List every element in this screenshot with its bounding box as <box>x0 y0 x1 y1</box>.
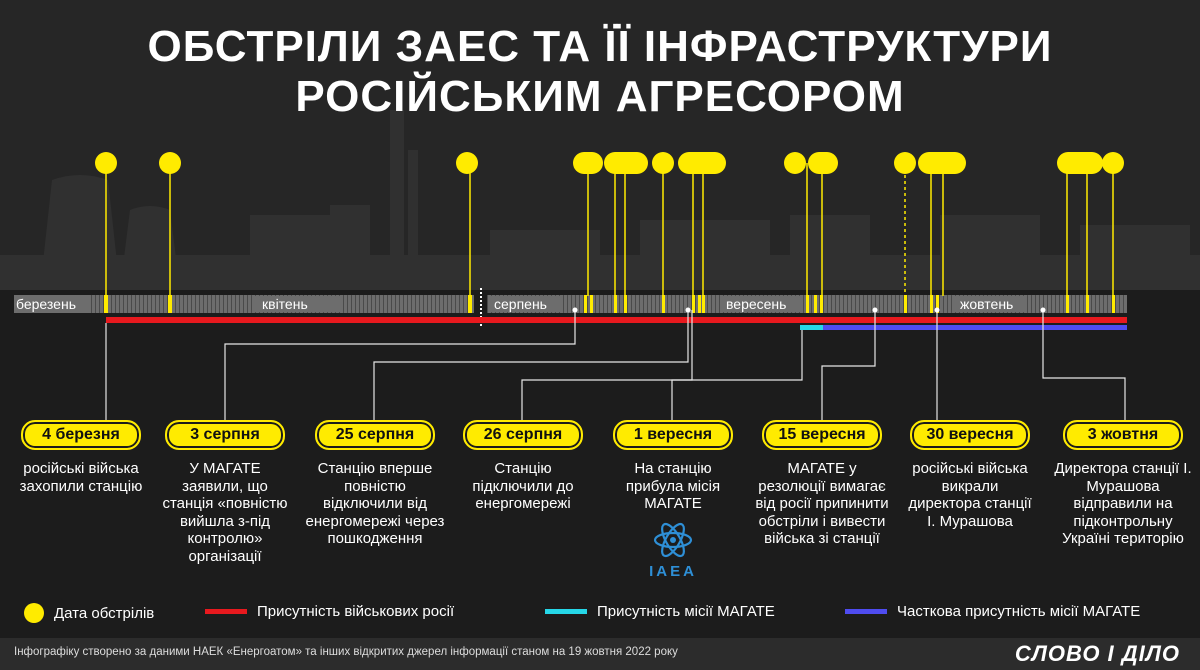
event-description: російські війська захопили станцію <box>19 460 143 495</box>
event-march-4 <box>14 420 148 495</box>
month-label-april: квітень <box>262 296 308 312</box>
shelling-dots <box>106 163 1113 296</box>
event-date-badge: 3 серпня <box>165 420 285 450</box>
event-sep-1 <box>610 420 736 580</box>
legend <box>0 603 1200 627</box>
yellow-dot-icon <box>24 603 44 623</box>
blue-line-icon <box>845 609 887 614</box>
legend-item-iaea-partial <box>845 603 1140 620</box>
event-date-badge: 4 березня <box>21 420 141 450</box>
legend-label: Присутність військових росії <box>257 603 455 620</box>
legend-label: Присутність місії МАГАТЕ <box>597 603 775 620</box>
month-label-march: березень <box>16 296 76 312</box>
event-oct-3 <box>1052 420 1194 548</box>
cyan-line-icon <box>545 609 587 614</box>
event-date-badge: 30 вересня <box>910 420 1030 450</box>
source-note: Інфографіку створено за даними НАЕК «Енергоатом» та інших відкритих джерел інформації станом на 19 жовтня 2022 року <box>14 646 678 658</box>
event-description: російські війська викрали директора станції І. Мурашова <box>908 460 1032 530</box>
event-description: У МАГАТЕ заявили, що станція «повністю вийшла з-під контролю» організації <box>162 460 288 565</box>
shelling-dot-markers <box>95 152 1124 174</box>
iaea-partial-presence-bar <box>823 325 1127 330</box>
event-description: МАГАТЕ у резолюції вимагає від росії припинити обстріли і вивести війська зі станції <box>755 460 889 547</box>
event-description: На станцію прибула місія МАГАТЕ <box>625 460 721 512</box>
brand-logo: СЛОВО І ДІЛО <box>1014 641 1180 666</box>
month-label-october: жовтень <box>960 296 1014 312</box>
event-aug-3 <box>162 420 288 565</box>
event-description: Директора станції І. Мурашова відправили на підконтрольну Україні територію <box>1054 460 1192 547</box>
event-sep-15 <box>754 420 890 548</box>
title-line-2: РОСІЙСЬКИМ АГРЕСОРОМ <box>295 72 905 121</box>
event-sep-30 <box>905 420 1035 530</box>
legend-item-russian-presence <box>205 603 454 620</box>
event-description: Станцію підключили до енергомережі <box>472 460 574 512</box>
event-date-badge: 3 жовтня <box>1063 420 1183 450</box>
legend-label: Дата обстрілів <box>54 604 155 622</box>
legend-item-iaea-presence <box>545 603 775 620</box>
month-label-september: вересень <box>726 296 787 312</box>
title-line-1: ОБСТРІЛИ ЗАЕС ТА ЇЇ ІНФРАСТРУКТУРИ <box>147 22 1053 71</box>
red-line-icon <box>205 609 247 614</box>
russian-presence-bar <box>106 317 1127 323</box>
footer <box>0 638 1200 670</box>
iaea-presence-bar <box>800 325 823 330</box>
event-date-badge: 15 вересня <box>762 420 882 450</box>
iaea-logo <box>610 519 736 580</box>
event-aug-26 <box>460 420 586 513</box>
event-description: Станцію вперше повністю відключили від енергомережі через пошкодження <box>305 460 445 547</box>
event-date-badge: 1 вересня <box>613 420 733 450</box>
month-label-august: серпень <box>494 296 547 312</box>
iaea-logo-text: IAEA <box>649 562 697 580</box>
iaea-atom-logo-icon <box>652 519 694 561</box>
legend-label: Часткова присутність місії МАГАТЕ <box>897 603 1141 620</box>
event-date-badge: 26 серпня <box>463 420 583 450</box>
legend-item-shelling <box>24 603 154 623</box>
event-date-badge: 25 серпня <box>315 420 435 450</box>
event-aug-25 <box>305 420 445 548</box>
